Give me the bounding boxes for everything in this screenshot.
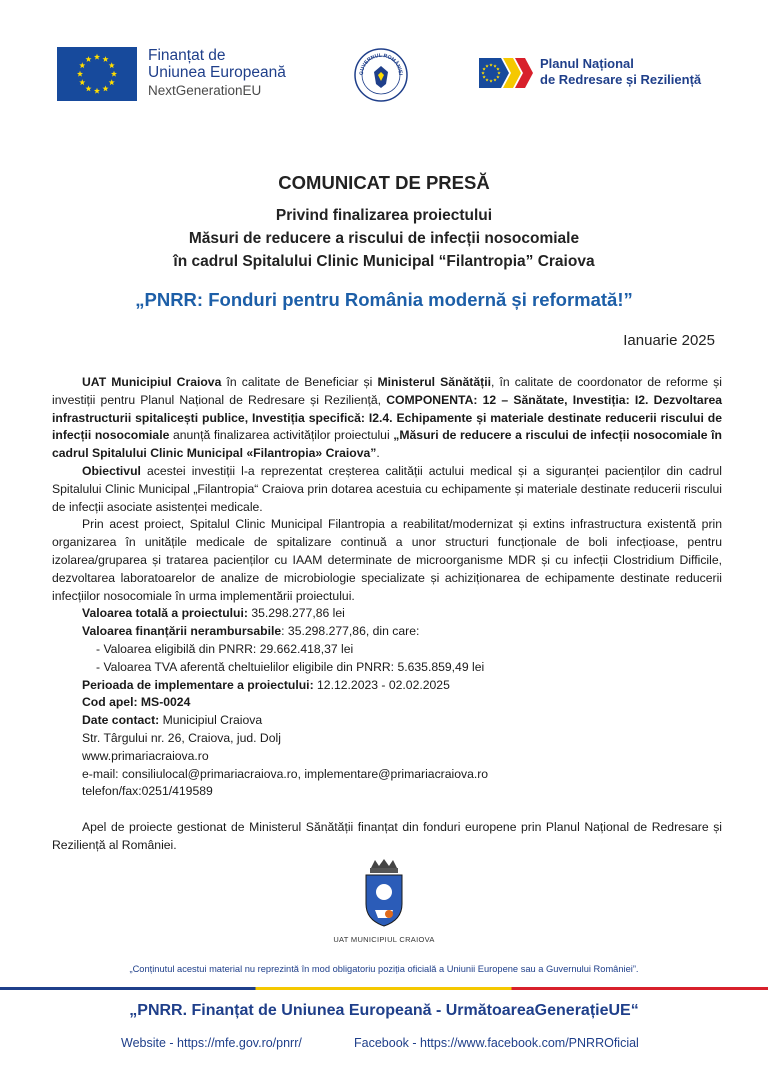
address: Str. Târgului nr. 26, Craiova, jud. Dolj — [82, 730, 281, 745]
grant-value: : 35.298.277,86, din care: — [281, 624, 420, 639]
contact-label: Date contact: — [82, 713, 160, 728]
eu-funding-text — [148, 47, 286, 99]
project-name: „Măsuri de reducere a riscului de infecții nosocomiale în cadrul Spitalului Clinic Municipal «Filantropia» Craiova” — [52, 428, 722, 461]
total-value-line — [52, 605, 722, 623]
disclaimer: „Conținutul acestui material nu reprezintă în mod obligatoriu poziția oficială a Uniunii Europene sau a Guvernului României”. — [129, 964, 639, 974]
component-info: COMPONENTA: 12 – Sănătate, Investiția: I2. Dezvoltarea infrastructurii spitalicești publice, Investiția specifică: I2.4. Echipamente și materiale destinate reducerii riscului de infecții nosocomiale — [52, 392, 722, 443]
footer-slogan: „PNRR. Finanțat de Uniunea Europeană - UrmătoareaGenerațieUE“ — [129, 1002, 639, 1019]
pnrr-slogan: „PNRR: Fonduri pentru România modernă și reformată!” — [135, 289, 633, 310]
seal-text: GUVERNUL ROMÂNIEI — [358, 52, 404, 76]
text-span: , în calitate de coordonator de reforme și investiții pentru Planul Național de Redresare și Reziliență, — [52, 375, 722, 407]
period-label: Perioada de implementare a proiectului: — [82, 677, 314, 692]
eu-line1: Finanțat de — [148, 47, 226, 64]
grant-value-line — [52, 623, 722, 641]
eligible-value: - Valoarea eligibilă din PNRR: 29.662.418,37 lei — [96, 641, 354, 656]
total-value-label: Valoarea totală a proiectului: — [82, 606, 248, 621]
pnrr-line1: Planul Național — [540, 56, 634, 71]
objective-text: acestei investiții l-a reprezentat creșterea calității actului medical și a siguranței pacienților din cadrul Spitalului Clinic Municipal „Filantropia“ Craiova prin dotarea acestuia cu echipamente și materiale destinate reducerii riscului de infecții asociate asistenței medicale. — [52, 463, 722, 514]
document-date: Ianuarie 2025 — [623, 332, 715, 349]
text-span: în calitate de Beneficiar și — [221, 375, 378, 389]
document-title: COMUNICAT DE PRESĂ — [278, 172, 490, 193]
craiova-coat-of-arms-icon — [361, 858, 407, 928]
grant-value-label: Valoarea finanțării nerambursabile — [82, 624, 282, 639]
tricolor-divider — [0, 987, 768, 990]
paragraph-description: Prin acest proiect, Spitalul Clinic Municipal Filantropia a reabilitat/modernizat și extins infrastructura existentă prin organizarea în unitățile medicale de spitalizare continuă a unor structuri funcționale de boli infecțioase, pentru izolarea/gruparea și tratarea pacienților cu IAAM determinate de microorganisme MDR și cu infecții Clostridium Difficile, dezvoltarea laboratoarelor de analize de microbiologie specializate și achiziționarea de echipamente destinate reducerii infecțiilor nosocomiale în urma implementării proiectului. — [52, 517, 722, 603]
period-line — [52, 677, 722, 695]
subtitle-line3: în cadrul Spitalului Clinic Municipal “Filantropia” Craiova — [173, 253, 595, 270]
footer-facebook-link[interactable]: Facebook - https://www.facebook.com/PNRROficial — [354, 1036, 639, 1050]
objective-label: Obiectivul — [82, 463, 141, 478]
contact-website[interactable]: www.primariacraiova.ro — [82, 748, 209, 763]
pnrr-logo-icon — [479, 56, 537, 90]
contact-value: Municipiul Craiova — [159, 713, 263, 728]
footer-website-link[interactable]: Website - https://mfe.gov.ro/pnrr/ — [121, 1036, 302, 1050]
eu-flag-icon — [57, 47, 137, 101]
eu-line3: NextGenerationEU — [148, 83, 262, 98]
vat-value: - Valoarea TVA aferentă cheltuielilor eligibile din PNRR: 5.635.859,49 lei — [96, 659, 485, 674]
eu-line2: Uniunea Europeană — [148, 64, 286, 81]
total-value: 35.298.277,86 lei — [247, 606, 345, 621]
call-code-label: Cod apel: MS-0024 — [82, 695, 191, 710]
ministry-name: Ministerul Sănătății — [377, 375, 491, 389]
subtitle-line2: Măsuri de reducere a riscului de infecții nosocomiale — [188, 230, 580, 247]
contact-line — [52, 712, 722, 730]
government-seal-icon — [354, 48, 408, 102]
paragraph-closing: Apel de proiecte gestionat de Ministerul Sănătății finanțat din fonduri europene prin Planul Național de Redresare și Reziliență al României. — [52, 820, 722, 852]
text-span: . — [376, 446, 380, 461]
period-value: 12.12.2023 - 02.02.2025 — [313, 677, 450, 692]
beneficiary-name: UAT Municipiul Craiova — [82, 375, 222, 389]
contact-phone: telefon/fax:0251/419589 — [82, 784, 213, 799]
text-span: anunță finalizarea activităților proiectului — [169, 428, 394, 443]
pnrr-title — [540, 56, 701, 88]
call-code — [52, 694, 722, 712]
subtitle-line1: Privind finalizarea proiectului — [275, 207, 493, 224]
contact-email[interactable]: e-mail: consiliulocal@primariacraiova.ro, implementare@primariacraiova.ro — [82, 766, 489, 781]
paragraph-objective — [52, 463, 722, 516]
uat-label: UAT MUNICIPIUL CRAIOVA — [333, 935, 435, 944]
paragraph-intro — [52, 374, 722, 463]
press-release-body — [52, 374, 722, 855]
pnrr-line2: de Redresare și Reziliență — [540, 72, 702, 87]
